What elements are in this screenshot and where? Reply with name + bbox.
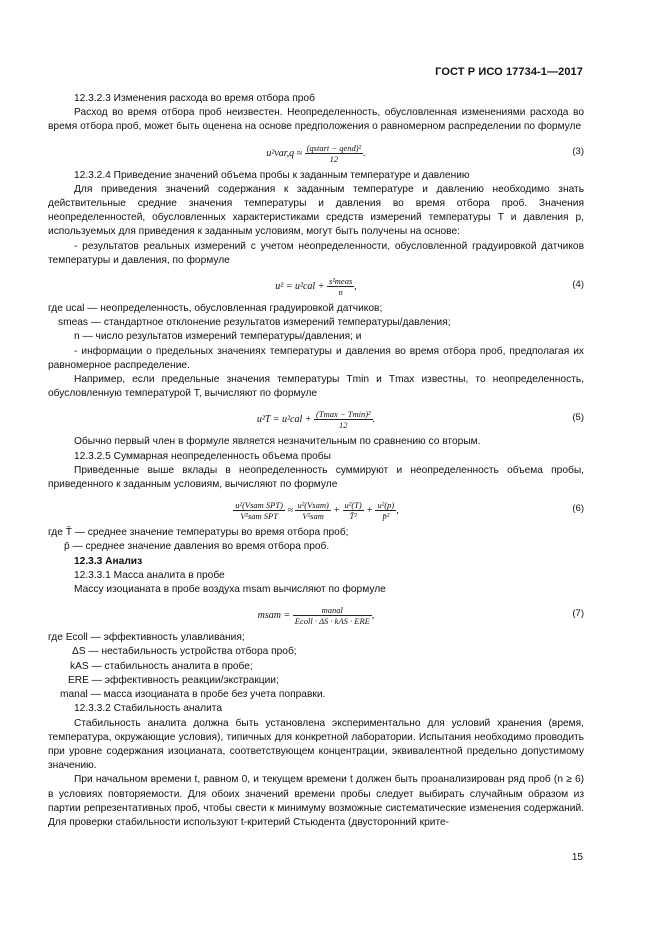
where-line: manal — масса изоцианата в пробе без учета поправки. xyxy=(60,689,326,701)
where-line: n — число результатов измерений температуры/давления; и xyxy=(74,331,362,343)
formula-fraction xyxy=(293,605,372,626)
section-heading: 12.3.2.5 Суммарная неопределенность объема пробы xyxy=(74,450,331,462)
formula-7 xyxy=(48,599,584,629)
formula-number: (3) xyxy=(572,145,584,157)
document-id: ГОСТ Р ИСО 17734-1—2017 xyxy=(435,66,583,78)
fraction-numerator: u²(Vsam SPT) xyxy=(235,500,283,511)
formula-operator: ≈ xyxy=(287,505,293,517)
where-line: ΔS — нестабильность устройства отбора проб; xyxy=(72,646,297,658)
fraction-denominator: Ecoll · ΔS · kAS · ERE xyxy=(294,616,370,627)
list-item: - информации о предельных значениях температуры и давления во время отбора проб, предполагая их равномерное распределение. xyxy=(48,345,584,371)
fraction-numerator: (Tmax − Tmin)² xyxy=(316,409,371,420)
formula-number: (5) xyxy=(572,412,584,424)
page-body xyxy=(48,92,584,830)
where-line: ERE — эффективность реакции/экстракции; xyxy=(68,674,279,686)
formula-lhs: u²var,q ≈ xyxy=(266,147,303,159)
fraction-numerator: u²(Vsam) xyxy=(297,500,329,511)
formula-tail: , xyxy=(371,610,375,622)
formula-fraction xyxy=(343,500,364,521)
formula-fraction xyxy=(295,500,330,521)
where-line: smeas — стандартное отклонение результатов измерений температуры/давления; xyxy=(58,317,451,329)
formula-number: (6) xyxy=(572,503,584,515)
paragraph: Обычно первый член в формуле является незначительным по сравнению со вторым. xyxy=(74,436,481,448)
formula-fraction xyxy=(375,500,396,521)
formula-4 xyxy=(48,270,584,300)
formula-3 xyxy=(48,137,584,167)
fraction-denominator: 12 xyxy=(339,420,348,431)
where-line: kAS — стабильность аналита в пробе; xyxy=(70,660,253,672)
formula-number: (7) xyxy=(572,608,584,620)
formula-fraction xyxy=(233,500,285,521)
fraction-denominator: V²sam xyxy=(302,511,324,522)
fraction-denominator: n xyxy=(338,287,343,298)
formula-tail: . xyxy=(372,414,376,426)
formula-fraction xyxy=(327,276,354,297)
paragraph: Для приведения значений содержания к заданным температуре и давлению необходимо знать действительные средние значения температуры и давления во время отбора проб. Значения неопределенностей, обусловленных характеристиками средств измерений температуры T и давления p, используемых для приведения к заданным условиям, могут быть получены на основе: xyxy=(48,183,584,238)
section-heading: 12.3.3.2 Стабильность аналита xyxy=(74,703,223,715)
fraction-denominator: T̄² xyxy=(349,511,357,522)
list-item: - результатов реальных измерений с учетом неопределенности, обусловленной градуировкой датчиков температуры и давления, по формуле xyxy=(48,240,584,266)
paragraph: При начальном времени t, равном 0, и текущем времени t должен быть проанализирован ряд проб (n ≥ 6) в условиях повторяемости. Для обоих значений времени пробы следует выбирать случайным образом из партии репрезентативных проб, чтобы свести к минимуму возможные систематические изменения содержаний. Для проверки стабильности используют t-критерий Стьюдента (двусторонний крите- xyxy=(48,774,584,828)
fraction-denominator: V²sam SPT xyxy=(240,511,278,522)
formula-tail: , xyxy=(396,505,399,517)
formula-fraction xyxy=(314,409,373,430)
section-heading: 12.3.2.4 Приведение значений объема пробы к заданным температуре и давлению xyxy=(74,169,470,181)
page-number: 15 xyxy=(571,852,583,863)
section-heading: 12.3.3.1 Масса аналита в пробе xyxy=(74,569,225,581)
where-line: где Ecoll — эффективность улавливания; xyxy=(48,632,245,644)
where-line: где ucal — неопределенность, обусловленная градуировкой датчиков; xyxy=(48,303,383,315)
paragraph: Массу изоцианата в пробе воздуха msam вычисляют по формуле xyxy=(74,584,386,596)
formula-5 xyxy=(48,403,584,433)
paragraph: Например, если предельные значения температуры Tmin и Tmax известны, то неопределенность, обусловленную температурой T, вычисляют по формуле xyxy=(48,374,584,400)
formula-6: $\frac{\text{u²(Vsam SPT)}}{\text{V²sam SPT}}$ ≈ $\frac{\text{u²(Vsam)}}{\text{V²sam}}$ + $\frac{\text{u²(T)}}{\text{T̄²}}$ + $\frac{\text{u²(p)}}{\text{p̄²}}$ , (6) xyxy=(235,500,584,522)
paragraph: Приведенные выше вклады в неопределенность суммируют и неопределенность объема пробы, приведенного к заданным условиям, вычисляют по формуле xyxy=(48,464,584,491)
formula-lhs: u² = u²cal + xyxy=(275,280,325,292)
fraction-numerator: s²meas xyxy=(328,276,353,287)
formula-number: (4) xyxy=(572,279,584,291)
section-heading: 12.3.3 Анализ xyxy=(74,555,143,567)
formula-lhs: u²T = u²cal + xyxy=(256,414,312,426)
where-line: где T̄ — среднее значение температуры во время отбора проб; xyxy=(48,527,349,539)
fraction-numerator: (qstart − qend)² xyxy=(306,142,362,153)
formula-lhs: msam = xyxy=(257,610,291,622)
formula-tail: . xyxy=(363,147,366,159)
where-line: p̄ — среднее значение давления во время отбора проб. xyxy=(64,541,330,553)
paragraph: Расход во время отбора проб неизвестен. Неопределенность, обусловленная изменениями расхода во время отбора проб, может быть оценена на основе предположения о равномерном распределении по формуле xyxy=(48,107,584,133)
formula-tail: , xyxy=(354,280,357,292)
section-heading: 12.3.2.3 Изменения расхода во время отбора проб xyxy=(74,93,315,104)
formula-fraction xyxy=(305,143,364,164)
fraction-denominator: 12 xyxy=(329,153,339,164)
fraction-numerator: u²(T) xyxy=(344,500,362,511)
fraction-numerator: u²(p) xyxy=(377,500,395,511)
fraction-denominator: p̄² xyxy=(382,511,390,522)
fraction-numerator: manal xyxy=(293,605,372,616)
paragraph: Стабильность аналита должна быть установлена экспериментально для условий хранения (время, температура, окружающие условия), типичных для конкретной лаборатории. Испытания необходимо проводить при уровне содержания изоцианата, соответствующем концентрации, эквивалентной предельно допустимому значению. xyxy=(48,717,584,772)
